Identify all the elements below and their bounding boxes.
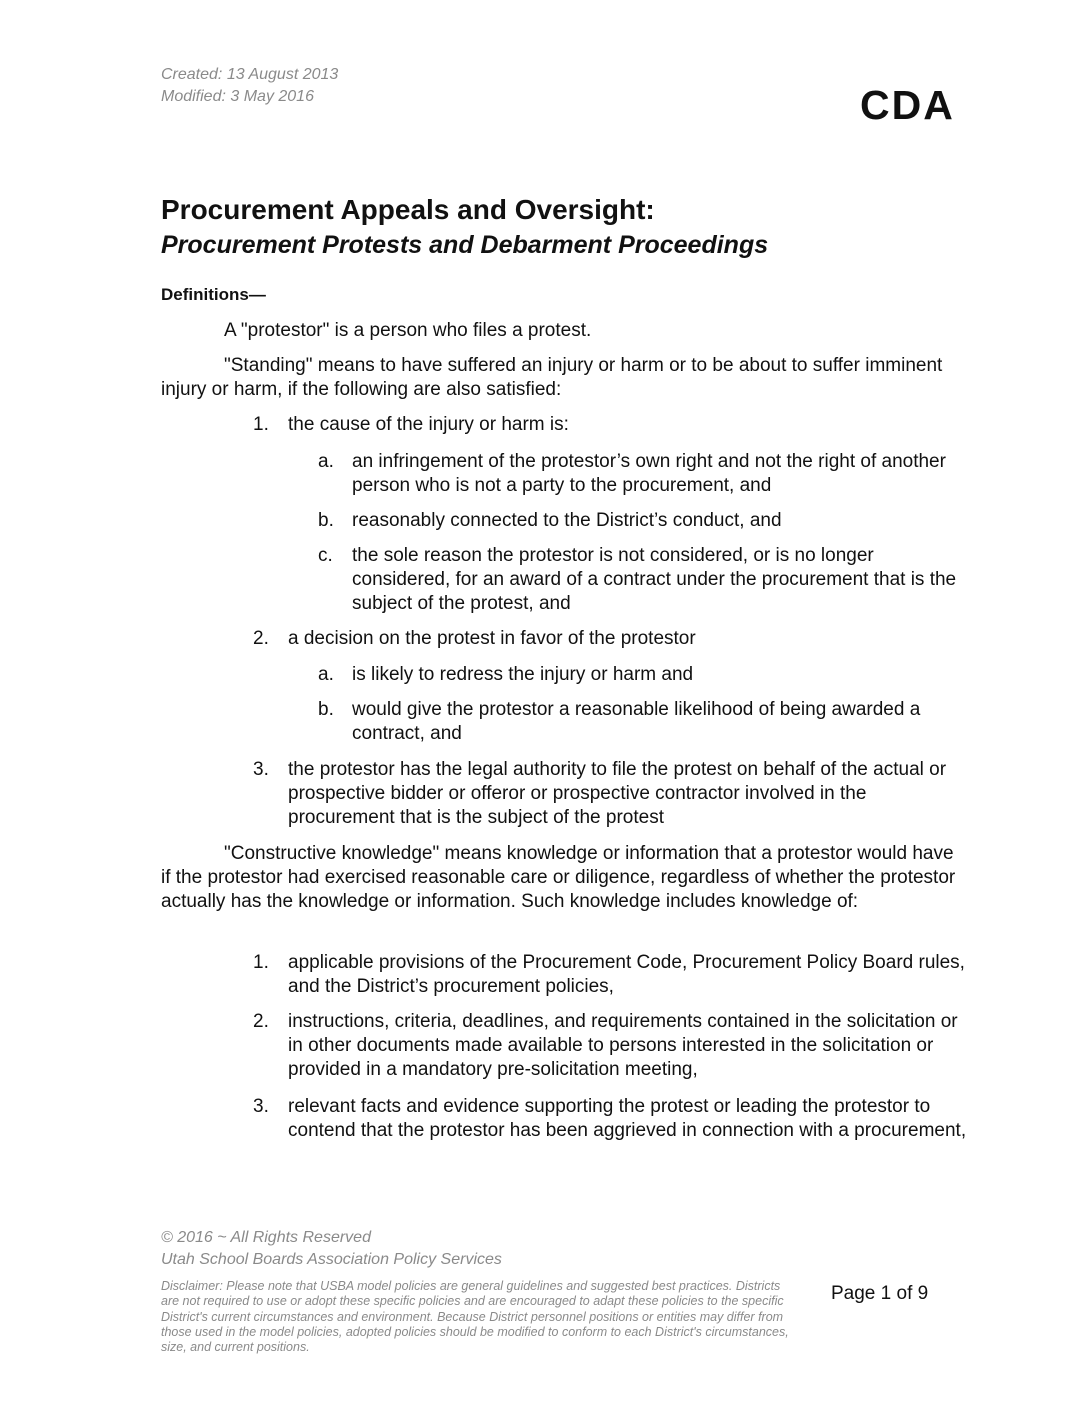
list-item-text: the protestor has the legal authority to file the protest on behalf of the actual or prospective bidder or offeror or prospective contractor involved in the procurement that is the subject of the protest: [288, 759, 947, 828]
list-item: [318, 544, 958, 616]
footer-copyright: [161, 1227, 502, 1271]
paragraph-constructive-knowledge: "Constructive knowledge" means knowledge or information that a protestor would have if the protestor had exercised reasonable care or diligence, regardless of whether the protestor actually has the knowledge or information. Such knowledge includes knowledge of:: [161, 843, 956, 912]
page-subtitle: Procurement Protests and Debarment Proceedings: [161, 231, 769, 259]
list-item-text: applicable provisions of the Procurement Code, Procurement Policy Board rules, and the District’s procurement policies,: [288, 952, 965, 997]
list-marker: a.: [318, 451, 334, 472]
document-dates: [161, 64, 338, 108]
created-date: Created: 13 August 2013: [161, 66, 339, 83]
list-marker: 3.: [253, 759, 269, 780]
copyright-text: © 2016 ~ All Rights Reserved: [161, 1229, 371, 1246]
disclaimer-text: Disclaimer: Please note that USBA model policies are general guidelines and suggested best practices. Districts are not required to use or adopt these specific policies and are encouraged to adapt these policies to the specific District's current circumstances and environment. Because District personnel positions or entities may differ from those used in the model policies, adopted policies should be modified to conform to each District's circumstances, size, and current positions.: [161, 1279, 789, 1355]
list-marker: 2.: [253, 628, 269, 649]
list-item: [253, 627, 973, 651]
list-marker: a.: [318, 664, 334, 685]
list-marker: 1.: [253, 414, 269, 435]
page-number: Page 1 of 9: [831, 1283, 929, 1304]
list-item: [318, 698, 958, 746]
list-marker: b.: [318, 510, 334, 531]
list-item-text: instructions, criteria, deadlines, and requirements contained in the solicitation or in other documents made available to persons interested in the solicitation or provided in a mandatory pre-solicitation meeting,: [288, 1011, 958, 1080]
list-item-text: a decision on the protest in favor of the protestor: [288, 628, 696, 649]
list-item: [253, 1095, 973, 1143]
list-item: [318, 450, 958, 498]
list-item: [318, 663, 958, 687]
organization-text: Utah School Boards Association Policy Services: [161, 1251, 502, 1268]
page-title: Procurement Appeals and Oversight:: [161, 194, 655, 225]
list-item: [253, 951, 973, 999]
paragraph-protestor: A "protestor" is a person who files a protest.: [224, 320, 592, 341]
list-item: [318, 509, 958, 533]
list-item-text: reasonably connected to the District’s conduct, and: [352, 510, 782, 531]
list-item-text: the sole reason the protestor is not considered, or is no longer considered, for an award of a contract under the procurement that is the subject of the protest, and: [352, 545, 957, 614]
list-marker: 3.: [253, 1096, 269, 1117]
list-item-text: the cause of the injury or harm is:: [288, 414, 569, 435]
list-item-text: an infringement of the protestor’s own right and not the right of another person who is not a party to the procurement, and: [352, 451, 946, 496]
list-item: [253, 758, 973, 830]
list-marker: 1.: [253, 952, 269, 973]
list-item-text: is likely to redress the injury or harm and: [352, 664, 694, 685]
list-item-text: would give the protestor a reasonable likelihood of being awarded a contract, and: [352, 699, 921, 744]
section-heading: Definitions—: [161, 285, 266, 304]
paragraph-standing: "Standing" means to have suffered an injury or harm or to be about to suffer imminent injury or harm, if the following are also satisfied:: [161, 355, 943, 400]
policy-code: CDA: [860, 82, 955, 128]
modified-date: Modified: 3 May 2016: [161, 88, 314, 105]
list-item: [253, 413, 973, 437]
list-marker: 2.: [253, 1011, 269, 1032]
list-item-text: relevant facts and evidence supporting the protest or leading the protestor to contend that the protestor has been aggrieved in connection with a procurement,: [288, 1096, 967, 1141]
list-item: [253, 1010, 973, 1082]
list-marker: b.: [318, 699, 334, 720]
list-marker: c.: [318, 545, 333, 566]
